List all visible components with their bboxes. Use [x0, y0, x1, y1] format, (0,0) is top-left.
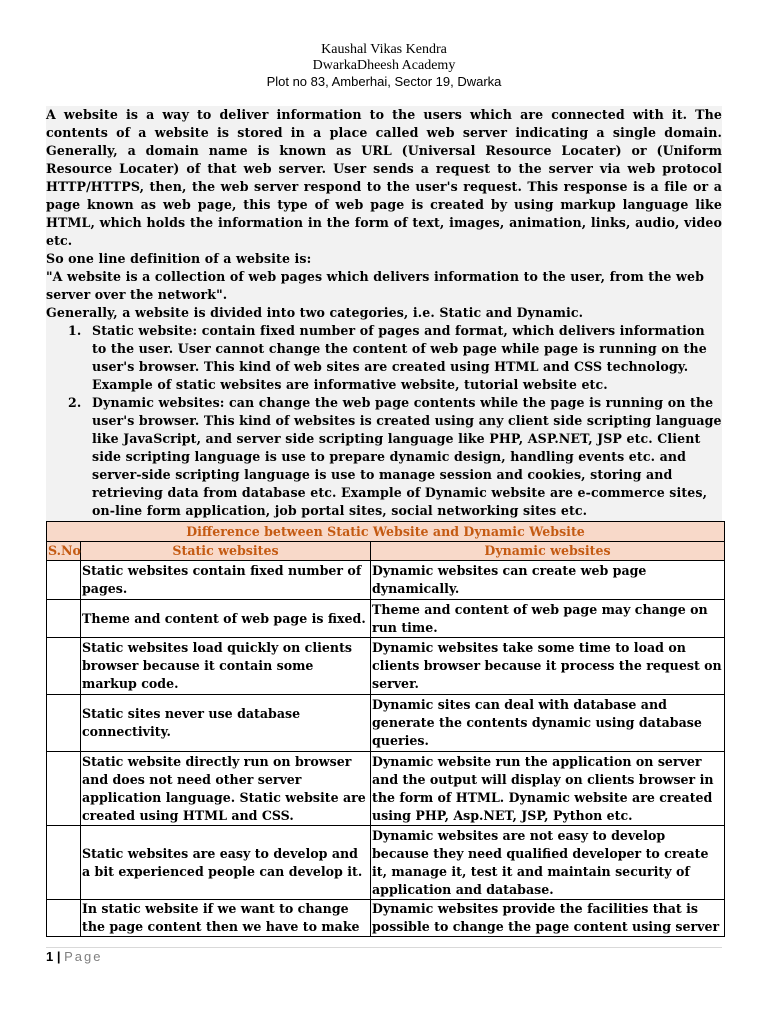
table-header-row	[47, 542, 725, 561]
table-row	[47, 638, 725, 695]
cell-dynamic: Dynamic websites take some time to load on clients browser because it process the request on server.	[371, 638, 725, 695]
header-sno: S.No	[47, 542, 81, 561]
comparison-table	[46, 521, 725, 937]
table-title-row	[47, 522, 725, 542]
cell-static: Static website directly run on browser and does not need other server application language. Static website are created using HTML and CSS.	[81, 752, 371, 826]
table-row	[47, 826, 725, 900]
cell-dynamic: Dynamic sites can deal with database and generate the contents dynamic using database queries.	[371, 695, 725, 752]
cell-static: In static website if we want to change the page content then we have to make	[81, 900, 371, 937]
page-number: 1	[46, 949, 54, 964]
table-row	[47, 752, 725, 826]
page-separator: |	[56, 949, 61, 964]
header-institute: Kaushal Vikas Kendra	[321, 42, 447, 57]
table-row	[47, 695, 725, 752]
cell-static: Static websites load quickly on clients browser because it contain some markup code.	[81, 638, 371, 695]
list-item	[46, 394, 722, 520]
category-list	[46, 322, 722, 520]
page-footer	[46, 947, 722, 964]
cell-dynamic: Theme and content of web page may change on run time.	[371, 600, 725, 638]
cell-sno	[47, 752, 81, 826]
list-text: Dynamic websites: can change the web page contents while the page is running on the user's browser. This kind of websites is created using any client side scripting language like JavaScript, and server side scripting language like PHP, ASP.NET, JSP etc. Client side scripting language is use to prepare dynamic design, handling events etc. and server-side scripting language is use to manage session and cookies, storing and retrieving data from database etc. Example of Dynamic website are e-commerce sites, on-line form application, job portal sites, social networking sites etc.	[92, 395, 722, 518]
cell-dynamic: Dynamic website run the application on server and the output will display on clients browser in the form of HTML. Dynamic website are created using PHP, Asp.NET, JSP, Python etc.	[371, 752, 725, 826]
cell-dynamic: Dynamic websites can create web page dynamically.	[371, 561, 725, 600]
cell-static: Static websites contain fixed number of pages.	[81, 561, 371, 600]
cell-sno	[47, 600, 81, 638]
body-text	[46, 106, 722, 520]
definition-lead: So one line definition of a website is:	[46, 251, 312, 266]
table-title: Difference between Static Website and Dynamic Website	[47, 522, 725, 542]
cell-sno	[47, 900, 81, 937]
table-row	[47, 600, 725, 638]
header-static: Static websites	[81, 542, 371, 561]
cell-dynamic: Dynamic websites provide the facilities that is possible to change the page content using server	[371, 900, 725, 937]
header-dynamic: Dynamic websites	[371, 542, 725, 561]
categories-intro: Generally, a website is divided into two categories, i.e. Static and Dynamic.	[46, 305, 584, 320]
list-number: 2.	[68, 395, 82, 410]
cell-sno	[47, 561, 81, 600]
cell-static: Static sites never use database connectivity.	[81, 695, 371, 752]
header-academy: DwarkaDheesh Academy	[312, 58, 456, 73]
cell-dynamic: Dynamic websites are not easy to develop because they need qualified developer to create it, manage it, test it and maintain security of application and database.	[371, 826, 725, 900]
cell-static: Static websites are easy to develop and a bit experienced people can develop it.	[81, 826, 371, 900]
definition-quote: "A website is a collection of web pages which delivers information to the user, from the web server over the network".	[46, 269, 704, 302]
cell-sno	[47, 638, 81, 695]
cell-sno	[47, 695, 81, 752]
page-word: Page	[64, 949, 103, 964]
cell-static: Theme and content of web page is fixed.	[81, 600, 371, 638]
header-address: Plot no 83, Amberhai, Sector 19, Dwarka	[266, 74, 502, 89]
table-row	[47, 561, 725, 600]
list-text: Static website: contain fixed number of pages and format, which delivers information to the user. User cannot change the content of web page while page is running on the user's browser. This kind of web sites are created using HTML and CSS technology. Example of static websites are informative website, tutorial website etc.	[92, 323, 707, 392]
list-item	[46, 322, 722, 394]
document-header	[0, 42, 768, 90]
intro-paragraph: A website is a way to deliver information to the users which are connected with it. The contents of a website is stored in a place called web server indicating a single domain. Generally, a domain name is known as URL (Universal Resource Locater) or (Uniform Resource Locater) of that web server. User sends a request to the server via web protocol HTTP/HTTPS, then, the web server respond to the user's request. This response is a file or a page known as web page, this type of web page is created by using markup language like HTML, which holds the information in the form of text, images, animation, links, audio, video etc.	[46, 107, 722, 248]
table-row	[47, 900, 725, 937]
cell-sno	[47, 826, 81, 900]
list-number: 1.	[68, 323, 82, 338]
